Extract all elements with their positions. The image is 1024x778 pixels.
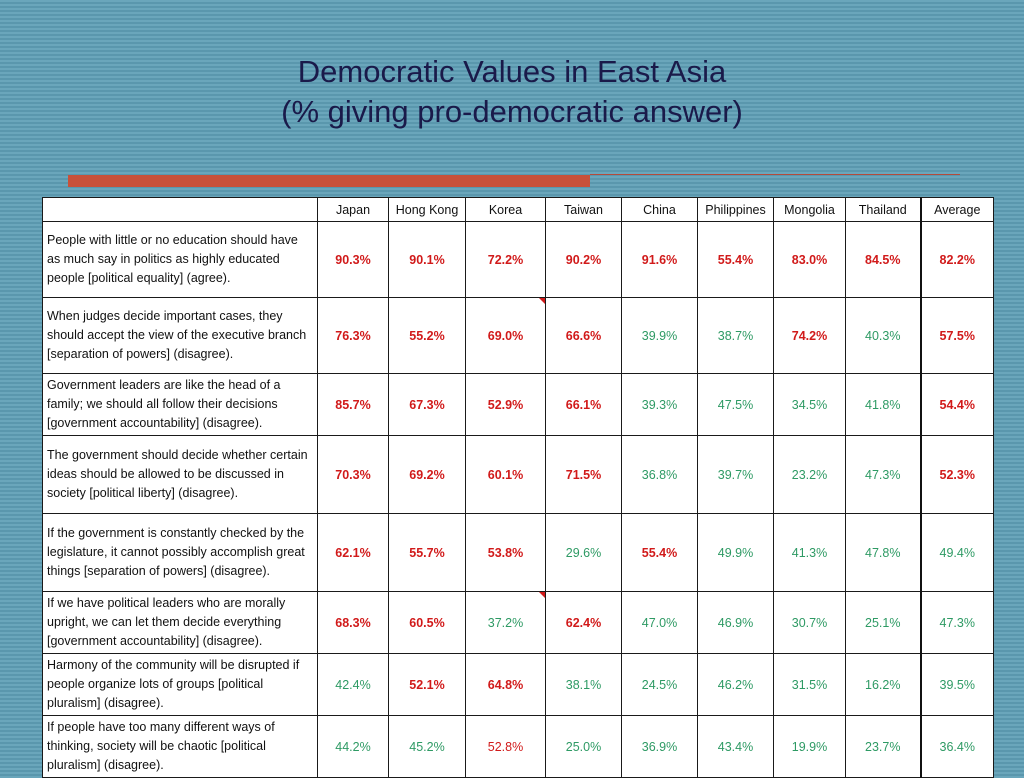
value-cell: 40.3% <box>846 298 921 374</box>
average-cell: 47.3% <box>921 592 994 654</box>
value-cell: 37.2% <box>466 592 546 654</box>
value-cell: 90.1% <box>389 222 466 298</box>
value-cell: 36.8% <box>622 436 698 514</box>
header-japan: Japan <box>318 198 389 222</box>
average-cell: 54.4% <box>921 374 994 436</box>
value-cell: 19.9% <box>774 716 846 778</box>
header-average: Average <box>921 198 994 222</box>
average-cell: 57.5% <box>921 298 994 374</box>
value-cell: 70.3% <box>318 436 389 514</box>
average-cell: 52.3% <box>921 436 994 514</box>
value-cell: 23.2% <box>774 436 846 514</box>
value-cell: 47.8% <box>846 514 921 592</box>
header-china: China <box>622 198 698 222</box>
average-cell: 49.4% <box>921 514 994 592</box>
value-cell: 47.0% <box>622 592 698 654</box>
header-philippines: Philippines <box>698 198 774 222</box>
value-cell: 45.2% <box>389 716 466 778</box>
header-korea: Korea <box>466 198 546 222</box>
value-cell: 39.7% <box>698 436 774 514</box>
table-row <box>43 716 994 778</box>
header-mongolia: Mongolia <box>774 198 846 222</box>
slide-title <box>0 52 1024 132</box>
title-line-2: (% giving pro-democratic answer) <box>281 94 743 129</box>
value-cell: 55.4% <box>698 222 774 298</box>
value-cell: 64.8% <box>466 654 546 716</box>
value-cell: 38.7% <box>698 298 774 374</box>
value-cell: 30.7% <box>774 592 846 654</box>
comment-marker <box>539 298 545 304</box>
value-cell: 53.8% <box>466 514 546 592</box>
title-line-1: Democratic Values in East Asia <box>297 54 727 89</box>
accent-bar <box>68 175 590 187</box>
value-cell: 29.6% <box>546 514 622 592</box>
question-cell: If the government is constantly checked by the legislature, it cannot possibly accomplish great things [separation of powers] (disagree). <box>43 514 318 592</box>
value-cell: 60.5% <box>389 592 466 654</box>
value-cell: 91.6% <box>622 222 698 298</box>
value-cell: 60.1% <box>466 436 546 514</box>
value-cell: 66.6% <box>546 298 622 374</box>
value-cell: 44.2% <box>318 716 389 778</box>
value-cell: 69.0% <box>466 298 546 374</box>
value-cell: 85.7% <box>318 374 389 436</box>
table-body <box>43 222 994 778</box>
question-cell: The government should decide whether certain ideas should be allowed to be discussed in society [political liberty] (disagree). <box>43 436 318 514</box>
democratic-values-table <box>42 197 994 778</box>
table-row <box>43 592 994 654</box>
value-cell: 52.9% <box>466 374 546 436</box>
value-cell: 46.9% <box>698 592 774 654</box>
value-cell: 41.3% <box>774 514 846 592</box>
value-cell: 23.7% <box>846 716 921 778</box>
question-cell: Harmony of the community will be disrupted if people organize lots of groups [political pluralism] (disagree). <box>43 654 318 716</box>
header-row <box>43 198 994 222</box>
value-cell: 90.3% <box>318 222 389 298</box>
value-cell: 55.4% <box>622 514 698 592</box>
question-cell: If people have too many different ways of thinking, society will be chaotic [political pluralism] (disagree). <box>43 716 318 778</box>
header-hong-kong: Hong Kong <box>389 198 466 222</box>
table-row <box>43 514 994 592</box>
average-cell: 82.2% <box>921 222 994 298</box>
value-cell: 25.1% <box>846 592 921 654</box>
accent-line <box>590 174 960 175</box>
value-cell: 67.3% <box>389 374 466 436</box>
question-cell: People with little or no education should have as much say in politics as highly educated people [political equality] (agree). <box>43 222 318 298</box>
value-cell: 43.4% <box>698 716 774 778</box>
value-cell: 83.0% <box>774 222 846 298</box>
value-cell: 72.2% <box>466 222 546 298</box>
value-cell: 74.2% <box>774 298 846 374</box>
value-cell: 68.3% <box>318 592 389 654</box>
value-cell: 42.4% <box>318 654 389 716</box>
value-cell: 25.0% <box>546 716 622 778</box>
header-corner <box>43 198 318 222</box>
value-cell: 49.9% <box>698 514 774 592</box>
value-cell: 90.2% <box>546 222 622 298</box>
value-cell: 76.3% <box>318 298 389 374</box>
table-row <box>43 374 994 436</box>
table-row <box>43 654 994 716</box>
value-cell: 41.8% <box>846 374 921 436</box>
value-cell: 71.5% <box>546 436 622 514</box>
average-cell: 39.5% <box>921 654 994 716</box>
value-cell: 66.1% <box>546 374 622 436</box>
comment-marker <box>539 592 545 598</box>
table-row <box>43 436 994 514</box>
value-cell: 55.2% <box>389 298 466 374</box>
question-cell: If we have political leaders who are morally upright, we can let them decide everything [government accountability] (disagree). <box>43 592 318 654</box>
value-cell: 52.1% <box>389 654 466 716</box>
value-cell: 31.5% <box>774 654 846 716</box>
value-cell: 62.4% <box>546 592 622 654</box>
value-cell: 47.5% <box>698 374 774 436</box>
value-cell: 24.5% <box>622 654 698 716</box>
table-row <box>43 298 994 374</box>
data-table-container <box>42 197 993 778</box>
value-cell: 52.8% <box>466 716 546 778</box>
value-cell: 62.1% <box>318 514 389 592</box>
header-taiwan: Taiwan <box>546 198 622 222</box>
value-cell: 39.3% <box>622 374 698 436</box>
value-cell: 55.7% <box>389 514 466 592</box>
value-cell: 69.2% <box>389 436 466 514</box>
question-cell: Government leaders are like the head of a family; we should all follow their decisions [government accountability] (disagree). <box>43 374 318 436</box>
value-cell: 47.3% <box>846 436 921 514</box>
value-cell: 46.2% <box>698 654 774 716</box>
value-cell: 38.1% <box>546 654 622 716</box>
value-cell: 84.5% <box>846 222 921 298</box>
value-cell: 34.5% <box>774 374 846 436</box>
value-cell: 39.9% <box>622 298 698 374</box>
average-cell: 36.4% <box>921 716 994 778</box>
value-cell: 36.9% <box>622 716 698 778</box>
value-cell: 16.2% <box>846 654 921 716</box>
question-cell: When judges decide important cases, they should accept the view of the executive branch [separation of powers] (disagree). <box>43 298 318 374</box>
header-thailand: Thailand <box>846 198 921 222</box>
table-row <box>43 222 994 298</box>
